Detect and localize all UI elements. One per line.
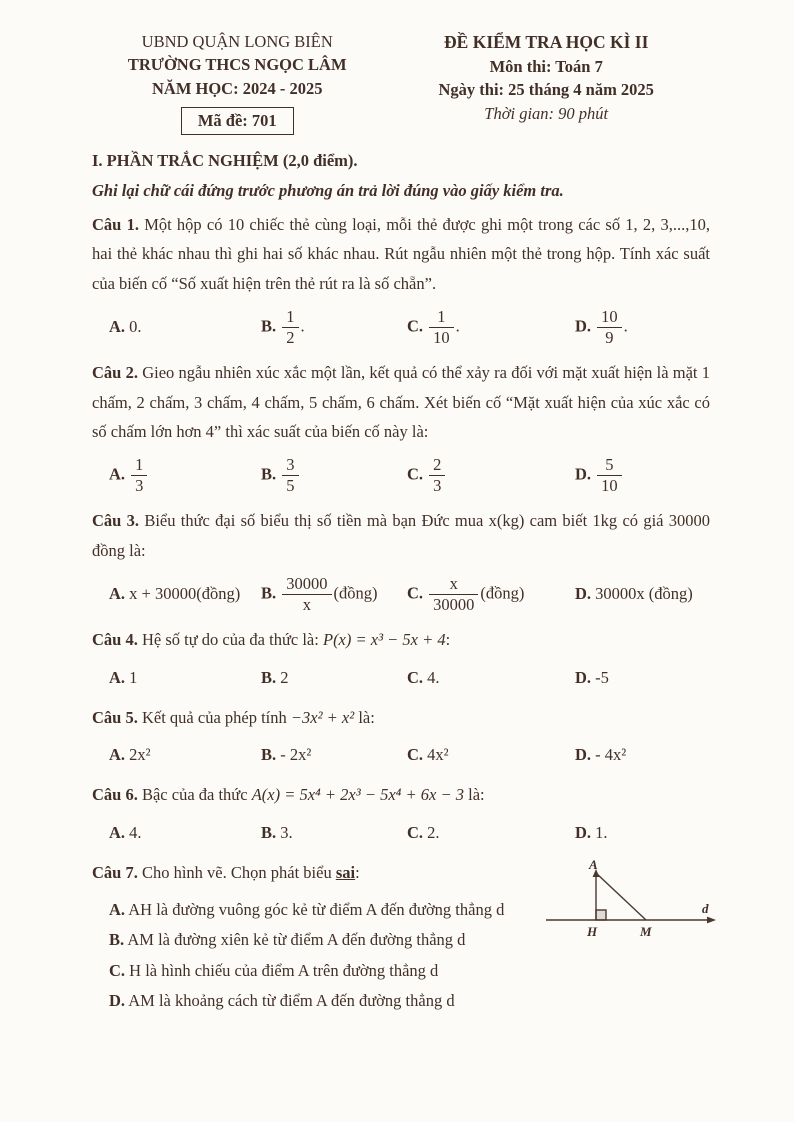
question-math: P(x) = x³ − 5x + 4 bbox=[322, 630, 446, 650]
answer-option-b bbox=[261, 306, 407, 349]
question-text bbox=[92, 506, 710, 565]
point-h-label: H bbox=[587, 924, 598, 940]
option-text: 4x² bbox=[427, 745, 449, 765]
option-text: 2x² bbox=[129, 745, 151, 765]
exam-info-block bbox=[382, 30, 710, 125]
question-body: Bậc của đa thức bbox=[141, 785, 252, 805]
option-letter: C. bbox=[407, 464, 424, 484]
option-text: 3. bbox=[280, 823, 293, 843]
option-suffix: (đồng) bbox=[480, 583, 525, 603]
question-number: Câu 1. bbox=[92, 214, 139, 234]
option-letter: B. bbox=[261, 823, 277, 843]
fraction-denominator: 10 bbox=[601, 476, 618, 496]
option-letter: A. bbox=[109, 823, 126, 843]
answer-option-c bbox=[407, 306, 575, 349]
fraction bbox=[282, 308, 298, 347]
answer-option-b bbox=[109, 925, 515, 956]
question-2 bbox=[92, 358, 710, 497]
fraction-numerator: 3 bbox=[282, 456, 298, 476]
option-text: AM là khoảng cách từ điểm A đến đường thẳng d bbox=[128, 991, 455, 1011]
option-letter: D. bbox=[109, 991, 126, 1011]
option-letter: B. bbox=[261, 316, 277, 336]
question-text bbox=[92, 780, 710, 810]
fraction-numerator: 30000 bbox=[282, 575, 331, 595]
question-post: là: bbox=[354, 707, 375, 727]
exam-title: ĐỀ KIỂM TRA HỌC KÌ II bbox=[444, 32, 649, 52]
answer-option-c bbox=[407, 454, 575, 497]
question-body: Biểu thức đại số biểu thị số tiền mà bạn Đức mua x(kg) cam biết 1kg có giá 30000 đồng là: bbox=[92, 511, 711, 561]
option-suffix: . bbox=[300, 316, 305, 336]
option-text: AH là đường vuông góc kẻ từ điểm A đến đường thẳng d bbox=[128, 899, 505, 919]
option-text: 0. bbox=[129, 317, 142, 337]
question-5 bbox=[92, 703, 710, 772]
question-math: A(x) = 5x⁴ + 2x³ − 5x⁴ + 6x − 3 bbox=[251, 785, 464, 805]
issuer-block bbox=[92, 30, 382, 135]
question-tail: : bbox=[355, 863, 360, 883]
question-body: Gieo ngẫu nhiên xúc xắc một lần, kết quả có thể xảy ra đối với mặt xuất hiện là mặt 1 chấm, 2 chấm, 3 chấm, 4 chấm, 5 chấm, 6 chấm. Xét biến cố “Mặt xuất hiện của xúc xắc có số chấm lớn hơn 4” thì xác suất của biến cố này là: bbox=[92, 363, 711, 442]
fraction-numerator: 10 bbox=[597, 308, 622, 328]
option-letter: A. bbox=[109, 899, 126, 919]
fraction bbox=[131, 456, 147, 495]
answer-option-d bbox=[575, 306, 710, 349]
question-6 bbox=[92, 780, 710, 849]
line-d-label: d bbox=[702, 901, 709, 917]
questions-list bbox=[92, 210, 710, 1017]
fraction-denominator: 3 bbox=[135, 476, 144, 496]
fraction bbox=[429, 308, 454, 347]
option-letter: B. bbox=[261, 583, 277, 603]
question-emphasis: sai bbox=[335, 863, 356, 883]
question-4 bbox=[92, 625, 710, 694]
option-text: - 2x² bbox=[280, 745, 312, 765]
fraction-numerator: x bbox=[429, 575, 478, 595]
option-letter: B. bbox=[261, 745, 277, 765]
fraction-denominator: 2 bbox=[286, 327, 295, 347]
question-body: Cho hình vẽ. Chọn phát biểu bbox=[141, 863, 336, 883]
question-number: Câu 2. bbox=[92, 363, 138, 383]
answer-option-b bbox=[261, 454, 407, 497]
option-letter: D. bbox=[575, 464, 592, 484]
option-letter: C. bbox=[407, 667, 424, 687]
section-title: I. PHẦN TRẮC NGHIỆM (2,0 điểm). bbox=[92, 150, 358, 170]
options bbox=[92, 662, 710, 694]
answer-option-a bbox=[109, 745, 261, 765]
option-letter: B. bbox=[261, 464, 277, 484]
fraction bbox=[282, 456, 298, 495]
answer-option-a bbox=[109, 584, 261, 604]
answer-option-d bbox=[575, 584, 710, 604]
line-d-arrowhead bbox=[707, 917, 716, 924]
option-letter: C. bbox=[109, 960, 126, 980]
options bbox=[92, 895, 515, 1017]
options bbox=[92, 306, 710, 349]
school-name: TRƯỜNG THCS NGỌC LÂM bbox=[127, 55, 347, 75]
options bbox=[92, 739, 710, 771]
exam-subject: Môn thi: Toán 7 bbox=[489, 56, 603, 76]
option-suffix: . bbox=[623, 316, 628, 336]
option-letter: A. bbox=[109, 584, 126, 604]
answer-option-d bbox=[575, 745, 710, 765]
point-m-label: M bbox=[640, 924, 652, 940]
answer-option-c bbox=[407, 668, 575, 688]
option-letter: B. bbox=[261, 667, 277, 687]
option-letter: D. bbox=[575, 316, 592, 336]
question-body: Hệ số tự do của đa thức là: bbox=[141, 630, 323, 650]
option-letter: D. bbox=[575, 584, 592, 604]
option-letter: A. bbox=[109, 667, 126, 687]
answer-option-c bbox=[407, 573, 575, 616]
option-letter: C. bbox=[407, 583, 424, 603]
question-text bbox=[92, 210, 710, 299]
answer-option-a bbox=[109, 317, 261, 337]
exam-code-box: Mã đề: 701 bbox=[181, 107, 294, 134]
option-text: - 4x² bbox=[595, 745, 627, 765]
fraction bbox=[429, 456, 445, 495]
fraction-numerator: 2 bbox=[429, 456, 445, 476]
question-text bbox=[92, 625, 710, 655]
exam-duration: Thời gian: 90 phút bbox=[484, 103, 609, 123]
option-text: H là hình chiếu của điểm A trên đường thẳng d bbox=[129, 960, 439, 980]
question-7 bbox=[92, 858, 710, 1017]
fraction-denominator: 30000 bbox=[433, 594, 475, 614]
question-body: Một hộp có 10 chiếc thẻ cùng loại, mỗi thẻ được ghi một trong các số 1, 2, 3,...,10, hai thẻ khác nhau thì ghi hai số khác nhau. Rút ngẫu nhiên một thẻ trong hộp. Tính xác suất của biến cố “Số xuất hiện trên thẻ rút ra là số chẵn”. bbox=[92, 214, 711, 294]
option-text: x + 30000(đồng) bbox=[129, 584, 241, 604]
option-text: 30000x (đồng) bbox=[595, 584, 693, 604]
fraction-denominator: 5 bbox=[286, 476, 295, 496]
option-text: 4. bbox=[129, 823, 142, 843]
option-letter: A. bbox=[109, 464, 126, 484]
answer-option-c bbox=[407, 745, 575, 765]
fraction bbox=[597, 456, 622, 495]
option-text: AM là đường xiên kẻ từ điểm A đến đường thẳng d bbox=[127, 930, 466, 950]
answer-option-a bbox=[109, 823, 261, 843]
point-a-label: A bbox=[589, 858, 598, 873]
option-letter: A. bbox=[109, 745, 126, 765]
fraction bbox=[597, 308, 622, 347]
question-number: Câu 6. bbox=[92, 785, 138, 805]
options bbox=[92, 454, 710, 497]
answer-option-d bbox=[109, 986, 515, 1017]
option-letter: C. bbox=[407, 316, 424, 336]
option-letter: D. bbox=[575, 745, 592, 765]
answer-option-a bbox=[109, 454, 261, 497]
fraction-denominator: 3 bbox=[433, 476, 442, 496]
exam-header bbox=[92, 30, 710, 135]
fraction-denominator: 10 bbox=[433, 327, 450, 347]
option-letter: D. bbox=[575, 823, 592, 843]
option-letter: D. bbox=[575, 667, 592, 687]
answer-option-a bbox=[109, 895, 515, 926]
instruction-note: Ghi lại chữ cái đứng trước phương án trả lời đúng vào giấy kiểm tra. bbox=[92, 180, 564, 200]
question-math: −3x² + x² bbox=[290, 707, 355, 727]
option-text: 2. bbox=[427, 823, 440, 843]
question-text bbox=[92, 858, 515, 888]
option-letter: B. bbox=[109, 930, 125, 950]
exam-date: Ngày thi: 25 tháng 4 năm 2025 bbox=[438, 80, 654, 100]
fraction-numerator: 1 bbox=[131, 456, 147, 476]
answer-option-b bbox=[261, 668, 407, 688]
option-text: 4. bbox=[427, 667, 440, 687]
option-letter: C. bbox=[407, 823, 424, 843]
options bbox=[92, 817, 710, 849]
option-suffix: (đồng) bbox=[333, 583, 378, 603]
option-text: -5 bbox=[595, 667, 609, 687]
fraction-denominator: 9 bbox=[605, 327, 614, 347]
option-text: 2 bbox=[280, 667, 289, 687]
question-3 bbox=[92, 506, 710, 616]
question-text bbox=[92, 358, 710, 447]
fraction bbox=[429, 575, 478, 614]
answer-option-d bbox=[575, 454, 710, 497]
question-number: Câu 5. bbox=[92, 707, 138, 727]
option-suffix: . bbox=[455, 316, 460, 336]
fraction-numerator: 5 bbox=[597, 456, 622, 476]
option-text: 1. bbox=[595, 823, 608, 843]
department-name: UBND QUẬN LONG BIÊN bbox=[141, 32, 333, 51]
options bbox=[92, 573, 710, 616]
fraction-denominator: x bbox=[302, 594, 312, 614]
answer-option-b bbox=[261, 573, 407, 616]
option-letter: C. bbox=[407, 745, 424, 765]
question-text bbox=[92, 703, 710, 733]
question-number: Câu 4. bbox=[92, 630, 138, 650]
fraction-numerator: 1 bbox=[429, 308, 454, 328]
question-post: là: bbox=[463, 785, 485, 805]
answer-option-d bbox=[575, 668, 710, 688]
fraction-numerator: 1 bbox=[282, 308, 298, 328]
question-body: Kết quả của phép tính bbox=[141, 707, 291, 727]
question-post: : bbox=[445, 630, 451, 650]
answer-option-c bbox=[407, 823, 575, 843]
answer-option-c bbox=[109, 956, 515, 987]
answer-option-a bbox=[109, 668, 261, 688]
answer-option-b bbox=[261, 823, 407, 843]
question-1 bbox=[92, 210, 710, 349]
answer-option-d bbox=[575, 823, 710, 843]
option-text: 1 bbox=[129, 667, 138, 687]
right-angle-mark bbox=[596, 910, 606, 920]
option-letter: A. bbox=[109, 317, 126, 337]
question-number: Câu 3. bbox=[92, 511, 140, 531]
school-year: NĂM HỌC: 2024 - 2025 bbox=[151, 78, 323, 98]
answer-option-b bbox=[261, 745, 407, 765]
question-number: Câu 7. bbox=[92, 863, 138, 883]
triangle-figure bbox=[544, 858, 722, 946]
fraction bbox=[282, 575, 331, 614]
